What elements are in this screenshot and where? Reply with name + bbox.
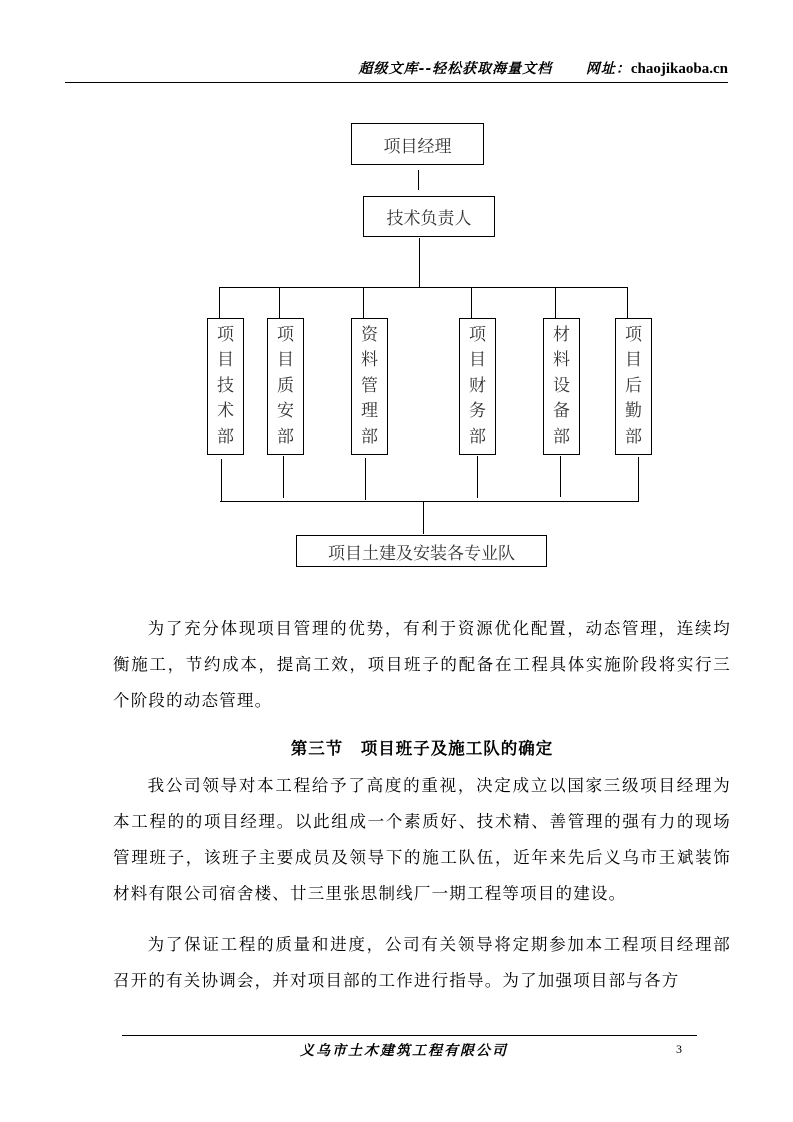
org-box-dept-materials xyxy=(543,318,580,455)
char: 材 xyxy=(553,324,570,345)
org-label-construction-teams: 项目土建及安装各专业队 xyxy=(328,543,515,564)
org-box-technical-lead xyxy=(363,196,495,237)
char: 备 xyxy=(553,401,570,422)
org-box-dept-documents xyxy=(351,318,388,455)
char: 料 xyxy=(553,350,570,371)
org-box-dept-quality-safety xyxy=(267,318,304,455)
char: 部 xyxy=(361,426,378,447)
char: 目 xyxy=(277,350,294,371)
org-box-dept-technical xyxy=(207,318,244,455)
connector-bus-bottom xyxy=(220,501,639,502)
connector-line xyxy=(221,459,222,501)
char: 项 xyxy=(217,324,234,345)
char: 安 xyxy=(277,401,294,422)
char: 财 xyxy=(469,375,486,396)
char: 设 xyxy=(553,375,570,396)
char: 部 xyxy=(277,426,294,447)
header-url: chaojikaoba.cn xyxy=(630,61,728,77)
char: 部 xyxy=(217,426,234,447)
org-label-technical-lead: 技术负责人 xyxy=(386,209,472,229)
org-label-project-manager: 项目经理 xyxy=(383,136,452,157)
connector-line xyxy=(279,287,280,318)
char: 管 xyxy=(361,375,378,396)
connector-line xyxy=(560,456,561,497)
char: 目 xyxy=(217,350,234,371)
paragraph-1: 为了充分体现项目管理的优势，有利于资源优化配置，动态管理，连续均衡施工，节约成本，提高工效，项目班子的配备在工程具体实施阶段将实行三个阶段的动态管理。 xyxy=(113,619,731,710)
char: 项 xyxy=(277,324,294,345)
header-url-label: 网址： xyxy=(585,61,631,77)
org-box-dept-logistics xyxy=(615,318,652,455)
page-header xyxy=(359,58,728,78)
char: 料 xyxy=(361,350,378,371)
connector-line xyxy=(363,287,364,318)
footer-divider xyxy=(122,1035,697,1036)
org-box-dept-finance xyxy=(459,318,496,455)
char: 部 xyxy=(553,426,570,447)
connector-line xyxy=(555,287,556,318)
char: 目 xyxy=(469,350,486,371)
char: 技 xyxy=(217,375,234,396)
connector-line xyxy=(638,457,639,501)
char: 项 xyxy=(469,324,486,345)
char: 务 xyxy=(469,401,486,422)
connector-line xyxy=(283,456,284,498)
org-box-project-manager xyxy=(351,123,484,165)
char: 部 xyxy=(469,426,486,447)
char: 部 xyxy=(625,426,642,447)
char: 后 xyxy=(625,375,642,396)
connector-line xyxy=(471,287,472,318)
org-box-construction-teams xyxy=(296,535,547,567)
connector-line xyxy=(627,287,628,318)
paragraph-2: 我公司领导对本工程给予了高度的重视，决定成立以国家三级项目经理为本工程的的项目经理。以此组成一个素质好、技术精、善管理的强有力的现场管理班子，该班子主要成员及领导下的施工队伍，近年来先后义乌市王斌装饰材料有限公司宿舍楼、廿三里张思制线厂一期工程等项目的建设。 xyxy=(113,776,731,903)
char: 目 xyxy=(625,350,642,371)
page-number: 3 xyxy=(676,1042,682,1056)
footer-company: 义乌市土木建筑工程有限公司 xyxy=(300,1043,508,1059)
connector-line xyxy=(419,238,420,288)
section-title: 第三节 项目班子及施工队的确定 xyxy=(290,739,554,758)
header-divider xyxy=(65,82,728,83)
connector-bus-top xyxy=(219,287,627,288)
connector-line xyxy=(477,456,478,498)
connector-line xyxy=(219,287,220,318)
connector-line xyxy=(418,170,419,190)
char: 项 xyxy=(625,324,642,345)
connector-line xyxy=(423,501,424,534)
paragraph-3: 为了保证工程的质量和进度，公司有关领导将定期参加本工程项目经理部召开的有关协调会，并对项目部的工作进行指导。为了加强项目部与各方 xyxy=(113,935,731,990)
char: 勤 xyxy=(625,401,642,422)
char: 质 xyxy=(277,375,294,396)
char: 术 xyxy=(217,401,234,422)
char: 资 xyxy=(361,324,378,345)
header-site-name: 超级文库--轻松获取海量文档 xyxy=(358,61,553,77)
char: 理 xyxy=(361,401,378,422)
connector-line xyxy=(365,458,366,500)
